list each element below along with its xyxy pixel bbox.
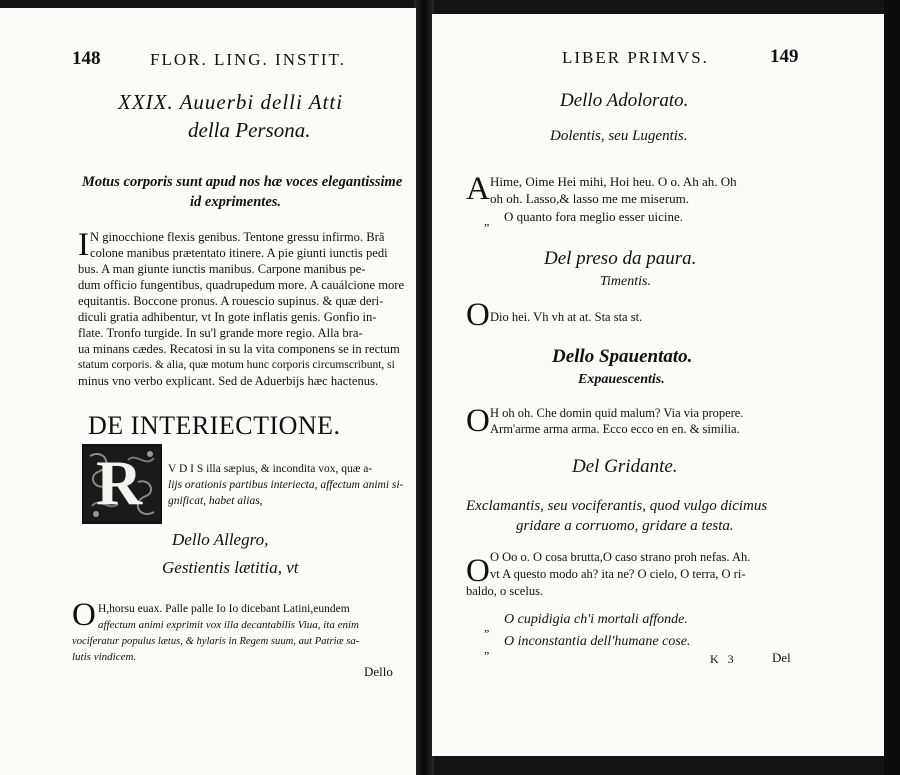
allegro-subtitle: Gestientis lætitia, vt	[162, 558, 299, 577]
adverbs-line-5: diculi gratia adhibentur, vt In gote inflatis genis. Gonfio in-	[78, 310, 377, 324]
allegro-title: Dello Allegro,	[172, 530, 269, 549]
adolorato-title: Dello Adolorato.	[560, 90, 689, 111]
quote-line-0: O cupidigia ch'i mortali affonde.	[504, 612, 688, 627]
ahime-quote-mark: „	[484, 214, 490, 228]
odio-line: Dio hei. Vh vh at at. Sta sta st.	[490, 310, 643, 324]
right-page-number: 149	[770, 46, 799, 67]
right-catchword: Del	[772, 650, 791, 665]
paura-title: Del preso da paura.	[544, 248, 697, 269]
adolorato-subtitle: Dolentis, seu Lugentis.	[550, 128, 688, 144]
ahime-line-0: Hime, Oime Hei mihi, Hoi heu. O o. Ah ah. Oh	[490, 174, 737, 189]
intro-line1: Motus corporis sunt apud nos hæ voces elegantissime	[82, 174, 403, 190]
drop-cap-line-0: V D I S illa sæpius, & incondita vox, quæ a-	[168, 463, 373, 475]
ahime-line-1: oh oh. Lasso,& lasso me me miserum.	[490, 191, 689, 206]
signature-mark: K 3	[710, 652, 737, 666]
section-title-line1: XXIX. Auuerbi delli Atti	[118, 90, 344, 114]
section-title-line2: della Persona.	[188, 118, 311, 142]
quote-line-1: O inconstantia dell'humane cose.	[504, 634, 691, 649]
left-catchword: Dello	[364, 664, 393, 679]
adverbs-line-4: equitantis. Boccone pronus. A rouescio supinus. & quæ deri-	[78, 294, 384, 308]
drop-cap-line-2: gnificat, habet alias,	[168, 495, 263, 507]
ohoh-line-0: H oh oh. Che domin quid malum? Via via propere.	[490, 406, 744, 420]
ohoh-line-1: Arm'arme arma arma. Ecco ecco en en. & similia.	[490, 422, 740, 436]
oo-line-0: O Oo o. O cosa brutta,O caso strano proh nefas. Ah.	[490, 550, 751, 564]
oh-line-2: vociferatur populus lætus, & hylaris in Regem suum, aut Patriæ sa-	[72, 636, 360, 647]
adverbs-line-9: minus vno verbo explicant. Sed de Aduerbijs hæc hactenus.	[78, 374, 379, 388]
adverbs-initial: I	[78, 227, 89, 263]
adverbs-line-3: dum officio fungentibus, quadrupedum more. A cauálcione more	[78, 278, 405, 292]
ahime-initial: A	[466, 171, 490, 207]
decorative-drop-cap	[82, 444, 162, 524]
adverbs-line-0: N ginocchione flexis genibus. Tentone gressu infirmo. Brã	[90, 230, 385, 244]
spauentato-title: Dello Spauentato.	[552, 346, 693, 367]
intro-line2: id exprimentes.	[190, 194, 282, 210]
quote-mark-1: „	[484, 642, 490, 656]
drop-cap-line-1: lijs orationis partibus interiecta, affectum animi si-	[168, 479, 404, 491]
adverbs-line-7: ua minans cædes. Recatosi in su la vita componens se in rectum	[78, 342, 400, 356]
paura-subtitle: Timentis.	[600, 274, 651, 289]
left-page-number: 148	[72, 48, 101, 69]
oh-line-0: H,horsu euax. Palle palle Io Io dicebant Latini,eundem	[98, 603, 350, 615]
adverbs-line-1: colone manibus prætentato itinere. A pie giunti iunctis pedi	[90, 246, 388, 260]
book-gutter	[414, 0, 434, 775]
oh-line-1: affectum animi exprimit vox illa decantabilis Viua, ita enim	[98, 619, 359, 631]
oo-line-1: vt A questo modo ah? ita ne? O cielo, O terra, O ri-	[490, 567, 746, 581]
ohoh-initial: O	[466, 403, 490, 439]
right-running-head: LIBER PRIMVS.	[562, 48, 709, 67]
odio-initial: O	[466, 297, 490, 333]
spauentato-subtitle: Expauescentis.	[578, 372, 665, 387]
left-running-head: FLOR. LING. INSTIT.	[150, 50, 346, 69]
left-page	[0, 8, 416, 775]
drop-cap-letter: R	[96, 447, 143, 518]
exclamantis-line2: gridare a corruomo, gridare a testa.	[516, 518, 734, 534]
adverbs-line-8: statum corporis. & alia, quæ motum hunc corporis circumscribunt, si	[78, 359, 395, 371]
oo-initial: O	[466, 553, 490, 589]
chapter-heading: DE INTERIECTIONE.	[88, 411, 341, 440]
adverbs-line-2: bus. A man giunte iunctis manibus. Carpone manibus pe-	[78, 262, 366, 276]
exclamantis-line1: Exclamantis, seu vociferantis, quod vulgo dicimus	[466, 498, 768, 514]
book-edge	[884, 0, 900, 775]
right-page	[432, 14, 884, 756]
oh-initial: O	[72, 597, 96, 633]
oo-line-2: baldo, o scelus.	[466, 584, 544, 598]
quote-mark-0: „	[484, 620, 490, 634]
adverbs-line-6: flate. Tronfo turgide. In su'l grande more regio. Alla bra-	[78, 326, 363, 340]
gridante-title: Del Gridante.	[572, 456, 678, 477]
ahime-quote: O quanto fora meglio esser uicine.	[504, 209, 684, 224]
oh-line-3: lutis vindicem.	[72, 651, 137, 663]
